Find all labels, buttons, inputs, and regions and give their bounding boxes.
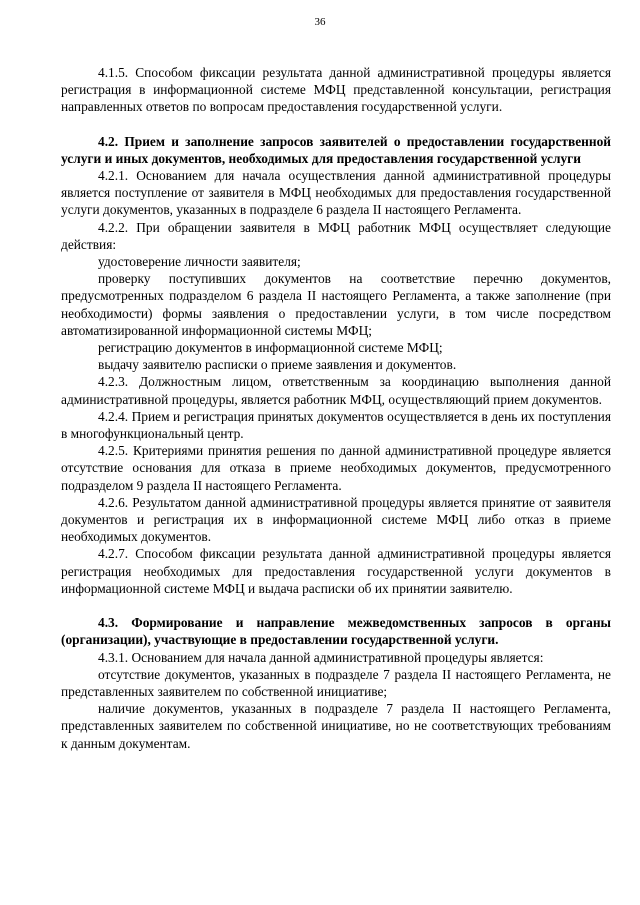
list-item: удостоверение личности заявителя; bbox=[98, 254, 301, 270]
paragraph-4-2-7: 4.2.7. Способом фиксации результата данной административной процедуры является регистрация необходимых для предоставления государственной услуги документов в информационной системе МФЦ и выдача расписки об их принятии заявителю. bbox=[61, 546, 611, 596]
section-heading-4-3: 4.3. Формирование и направление межведомственных запросов в органы (организации), участвующие в предоставлении государственной услуги. bbox=[61, 615, 611, 648]
page-body bbox=[61, 64, 611, 752]
paragraph-4-2-1: 4.2.1. Основанием для начала осуществления данной административной процедуры является поступление от заявителя в МФЦ необходимых для предоставления государственной услуги документов, указанных в подразделе 6 раздела II настоящего Регламента. bbox=[61, 168, 611, 218]
list-item: наличие документов, указанных в подразделе 7 раздела II настоящего Регламента, представленных заявителем по собственной инициативе, но не соответствующих требованиям к данным документам. bbox=[61, 701, 611, 751]
paragraph-4-2-2: 4.2.2. При обращении заявителя в МФЦ работник МФЦ осуществляет следующие действия: bbox=[61, 219, 611, 252]
paragraph-4-3-1: 4.3.1. Основанием для начала данной административной процедуры является: bbox=[98, 649, 544, 665]
paragraph-4-2-3: 4.2.3. Должностным лицом, ответственным за координацию выполнения данной административной процедуры, является работник МФЦ, осуществляющий прием документов. bbox=[61, 374, 611, 407]
section-heading-4-2: 4.2. Прием и заполнение запросов заявителей о предоставлении государственной услуги и иных документов, необходимых для предоставления государственной услуги bbox=[61, 133, 611, 166]
paragraph-4-2-5: 4.2.5. Критериями принятия решения по данной административной процедуре является отсутствие основания для отказа в приеме необходимых документов, предусмотренного подразделом 9 раздела II настоящего Регламента. bbox=[61, 443, 611, 493]
paragraph-4-1-5: 4.1.5. Способом фиксации результата данной административной процедуры является регистрация в информационной системе МФЦ представленной консультации, регистрация направленных ответов по вопросам предоставления государственной услуги. bbox=[61, 65, 611, 115]
paragraph-4-2-4: 4.2.4. Прием и регистрация принятых документов осуществляется в день их поступления в многофункциональный центр. bbox=[61, 408, 611, 442]
list-item: отсутствие документов, указанных в подразделе 7 раздела II настоящего Регламента, не представленных заявителем по собственной инициативе; bbox=[61, 666, 611, 699]
section-spacer bbox=[61, 116, 611, 133]
page-number: 36 bbox=[314, 16, 326, 28]
list-item: проверку поступивших документов на соответствие перечню документов, предусмотренных подразделом 6 раздела II настоящего Регламента, а также заполнение (при необходимости) формы заявления о предоставлении услуги, в том числе посредством автоматизированной информационной системы МФЦ; bbox=[61, 271, 611, 338]
section-spacer bbox=[61, 597, 611, 614]
paragraph-4-2-6: 4.2.6. Результатом данной административной процедуры является принятие от заявителя документов и регистрация их в информационной системе МФЦ либо отказ в приеме необходимых документов. bbox=[61, 494, 611, 545]
list-item: регистрацию документов в информационной системе МФЦ; bbox=[98, 340, 443, 356]
list-item: выдачу заявителю расписки о приеме заявления и документов. bbox=[98, 357, 457, 373]
